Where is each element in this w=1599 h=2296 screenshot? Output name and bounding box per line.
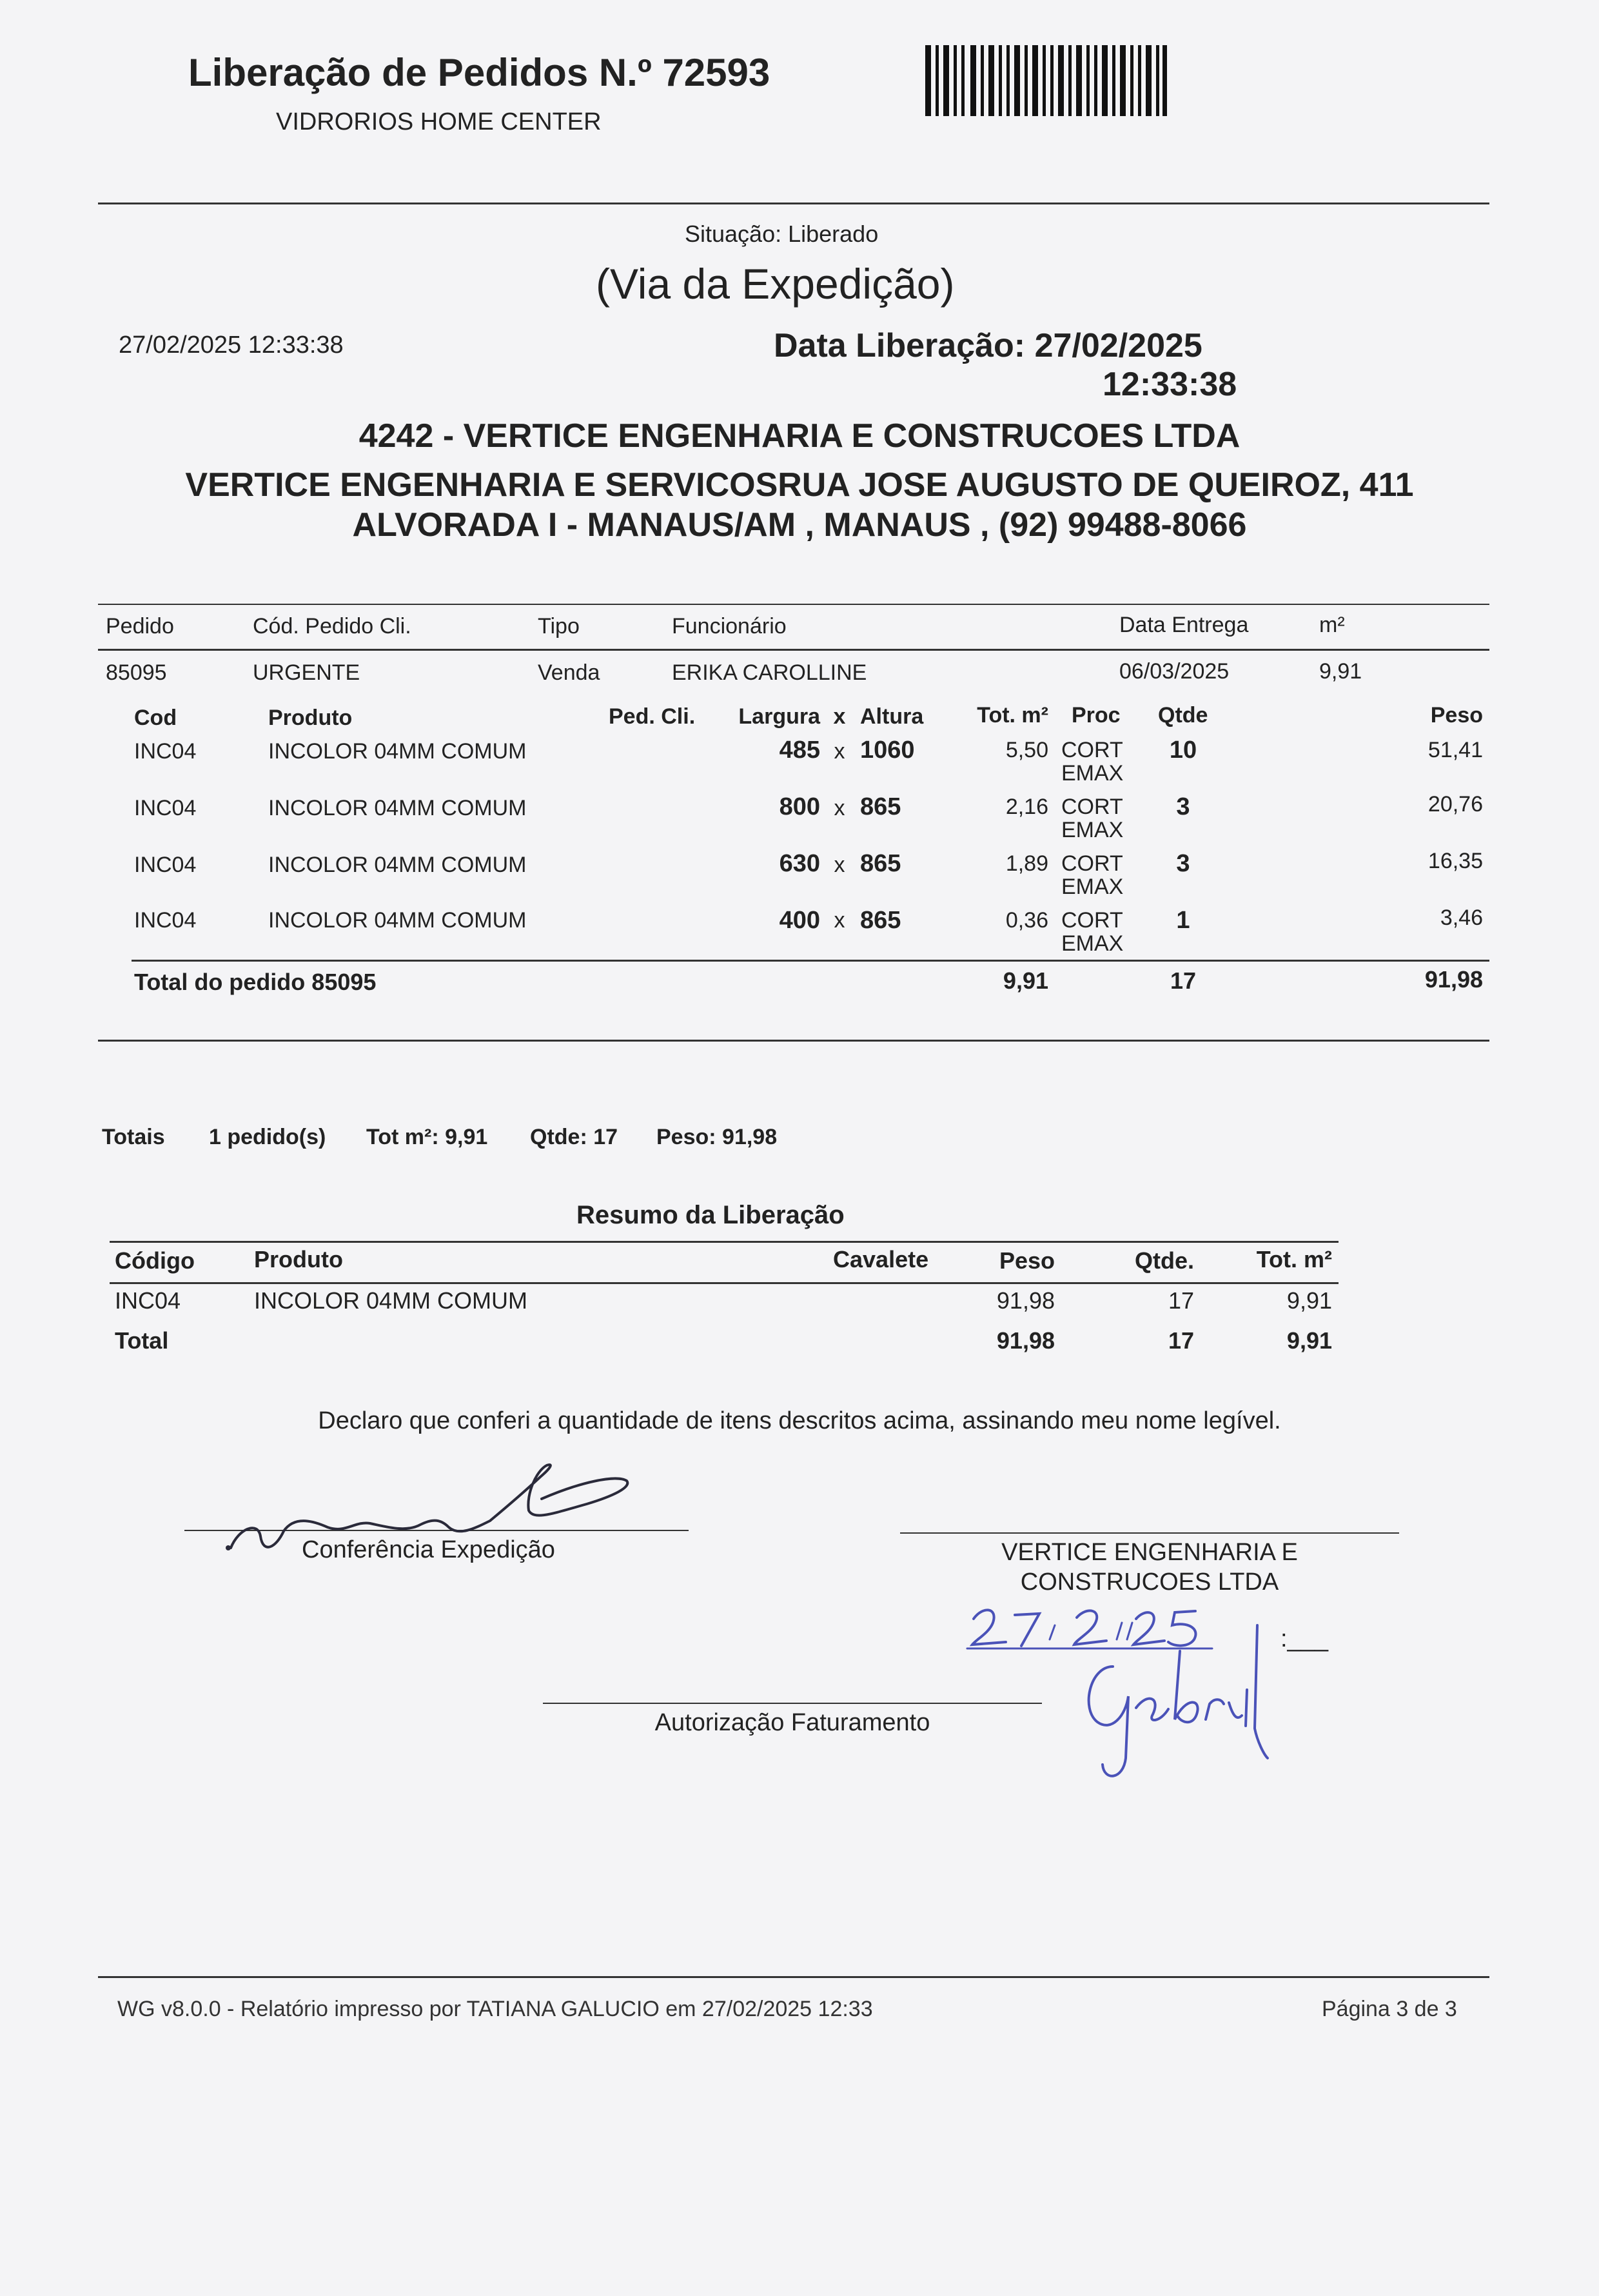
- client-name-line2: CONSTRUCOES LTDA: [1020, 1569, 1279, 1596]
- item-produto: INCOLOR 04MM COMUM: [268, 796, 527, 820]
- item-qtde: 1: [1176, 907, 1190, 934]
- signature-label-autorizacao: Autorização Faturamento: [654, 1709, 930, 1736]
- item-x: x: [834, 796, 845, 820]
- item-tot-m2: 1,89: [1005, 851, 1048, 876]
- release-time: 12:33:38: [1103, 366, 1237, 403]
- item-altura: 1060: [860, 737, 915, 764]
- item-cod: INC04: [134, 796, 197, 820]
- summary-peso: 91,98: [996, 1287, 1055, 1314]
- order-cod-cli: URGENTE: [253, 660, 360, 685]
- items-col-peso: Peso: [1430, 703, 1483, 727]
- items-col-x: x: [833, 704, 846, 729]
- item-x: x: [834, 908, 845, 933]
- items-col-produto: Produto: [268, 706, 353, 730]
- item-qtde: 10: [1169, 737, 1197, 764]
- item-largura: 630: [779, 850, 820, 877]
- summary-top-rule: [110, 1241, 1339, 1243]
- summary-col-cavalete: Cavalete: [833, 1246, 929, 1272]
- summary-col-produto: Produto: [254, 1246, 343, 1272]
- summary-total-tot-m2: 9,91: [1286, 1327, 1332, 1354]
- footer-page-number: Página 3 de 3: [1322, 1997, 1457, 2021]
- items-total-rule: [132, 960, 1489, 962]
- items-col-largura: Largura: [738, 704, 820, 729]
- order-table-top-rule: [98, 604, 1489, 605]
- summary-title: Resumo da Liberação: [576, 1201, 845, 1229]
- item-tot-m2: 0,36: [1005, 908, 1048, 933]
- items-col-altura: Altura: [860, 704, 924, 729]
- totals-qtde: Qtde: 17: [530, 1125, 618, 1149]
- order-data-entrega: 06/03/2025: [1119, 659, 1230, 684]
- order-col-m2: m²: [1319, 613, 1345, 637]
- order-total-peso: 91,98: [1424, 966, 1483, 993]
- signature-label-conferencia: Conferência Expedição: [302, 1536, 555, 1563]
- order-tipo: Venda: [538, 660, 600, 685]
- summary-col-qtde: Qtde.: [1134, 1247, 1194, 1274]
- totals-m2: Tot m²: 9,91: [366, 1125, 488, 1149]
- item-cod: INC04: [134, 853, 197, 877]
- item-produto: INCOLOR 04MM COMUM: [268, 908, 527, 933]
- header-divider: [98, 203, 1489, 204]
- company-name: VIDRORIOS HOME CENTER: [276, 108, 602, 135]
- item-cod: INC04: [134, 908, 197, 933]
- customer-address-line1: VERTICE ENGENHARIA E SERVICOSRUA JOSE AUGUSTO DE QUEIROZ, 411: [185, 466, 1414, 504]
- footer-print-info: WG v8.0.0 - Relatório impresso por TATIANA GALUCIO em 27/02/2025 12:33: [117, 1997, 873, 2021]
- summary-col-peso: Peso: [999, 1247, 1055, 1274]
- item-tot-m2: 5,50: [1005, 738, 1048, 762]
- order-total-m2: 9,91: [1003, 967, 1048, 994]
- copy-label: (Via da Expedição): [596, 260, 955, 308]
- barcode-graphic: [925, 45, 1167, 116]
- summary-tot-m2: 9,91: [1286, 1287, 1332, 1314]
- item-x: x: [834, 853, 845, 877]
- item-peso: 16,35: [1427, 849, 1483, 873]
- items-col-cod: Cod: [134, 706, 177, 730]
- time-field: :___: [1280, 1625, 1328, 1652]
- signature-line-client: [900, 1532, 1399, 1534]
- item-proc-2: EMAX: [1061, 818, 1124, 842]
- summary-total-label: Total: [115, 1327, 169, 1354]
- item-qtde: 3: [1176, 850, 1190, 877]
- item-proc-1: CORT: [1061, 795, 1123, 819]
- totals-label: Totais: [102, 1125, 165, 1149]
- summary-header-rule: [110, 1282, 1339, 1284]
- signature-line-autorizacao: [543, 1703, 1042, 1704]
- item-largura: 800: [779, 793, 820, 820]
- order-pedido: 85095: [106, 660, 167, 685]
- item-altura: 865: [860, 793, 901, 820]
- order-col-funcionario: Funcionário: [672, 614, 787, 638]
- footer-divider: [98, 1976, 1489, 1978]
- order-header-rule: [98, 649, 1489, 651]
- customer-address-line2: ALVORADA I - MANAUS/AM , MANAUS , (92) 99488-8066: [352, 506, 1247, 544]
- items-bottom-rule: [98, 1040, 1489, 1042]
- handwritten-signature-client: [1064, 1612, 1283, 1793]
- order-m2: 9,91: [1319, 659, 1362, 684]
- item-proc-2: EMAX: [1061, 875, 1124, 899]
- customer-name: 4242 - VERTICE ENGENHARIA E CONSTRUCOES LTDA: [358, 417, 1241, 455]
- summary-codigo: INC04: [115, 1287, 181, 1314]
- item-proc-1: CORT: [1061, 738, 1123, 762]
- item-produto: INCOLOR 04MM COMUM: [268, 739, 527, 764]
- items-col-tot-m2: Tot. m²: [977, 703, 1048, 727]
- order-col-pedido: Pedido: [106, 614, 174, 638]
- item-largura: 485: [779, 737, 820, 764]
- items-col-proc: Proc: [1072, 703, 1121, 727]
- items-col-ped-cli: Ped. Cli.: [609, 704, 696, 729]
- item-produto: INCOLOR 04MM COMUM: [268, 853, 527, 877]
- document-title: Liberação de Pedidos N.º 72593: [188, 51, 770, 94]
- item-peso: 3,46: [1440, 906, 1483, 930]
- item-cod: INC04: [134, 739, 197, 764]
- summary-col-tot-m2: Tot. m²: [1256, 1246, 1332, 1272]
- client-name-line1: VERTICE ENGENHARIA E: [1001, 1539, 1298, 1566]
- item-proc-2: EMAX: [1061, 931, 1124, 956]
- item-altura: 865: [860, 850, 901, 877]
- item-proc-1: CORT: [1061, 908, 1123, 933]
- order-col-data-entrega: Data Entrega: [1119, 613, 1249, 637]
- barcode: [925, 45, 1167, 116]
- item-proc-1: CORT: [1061, 851, 1123, 876]
- summary-total-peso: 91,98: [996, 1327, 1055, 1354]
- totals-pedidos: 1 pedido(s): [209, 1125, 326, 1149]
- item-x: x: [834, 739, 845, 764]
- order-funcionario: ERIKA CAROLLINE: [672, 660, 867, 685]
- handwritten-signature-conferencia: [219, 1451, 658, 1567]
- status-label: Situação: Liberado: [685, 221, 879, 247]
- summary-total-qtde: 17: [1168, 1327, 1194, 1354]
- declaration-text: Declaro que conferi a quantidade de itens descritos acima, assinando meu nome legível.: [318, 1407, 1281, 1434]
- item-altura: 865: [860, 907, 901, 934]
- item-proc-2: EMAX: [1061, 761, 1124, 786]
- item-qtde: 3: [1176, 793, 1190, 820]
- item-peso: 20,76: [1427, 792, 1483, 816]
- item-tot-m2: 2,16: [1005, 795, 1048, 819]
- summary-qtde: 17: [1168, 1287, 1194, 1314]
- print-datetime: 27/02/2025 12:33:38: [119, 332, 344, 359]
- totals-peso: Peso: 91,98: [656, 1125, 778, 1149]
- order-total-label: Total do pedido 85095: [134, 969, 377, 995]
- order-col-tipo: Tipo: [538, 614, 580, 638]
- item-peso: 51,41: [1427, 738, 1483, 762]
- items-col-qtde: Qtde: [1158, 703, 1208, 727]
- order-col-cod-cli: Cód. Pedido Cli.: [253, 614, 411, 638]
- summary-col-codigo: Código: [115, 1247, 195, 1274]
- summary-produto: INCOLOR 04MM COMUM: [254, 1287, 528, 1314]
- item-largura: 400: [779, 907, 820, 934]
- release-date: Data Liberação: 27/02/2025: [774, 327, 1202, 364]
- order-total-qtde: 17: [1170, 967, 1197, 994]
